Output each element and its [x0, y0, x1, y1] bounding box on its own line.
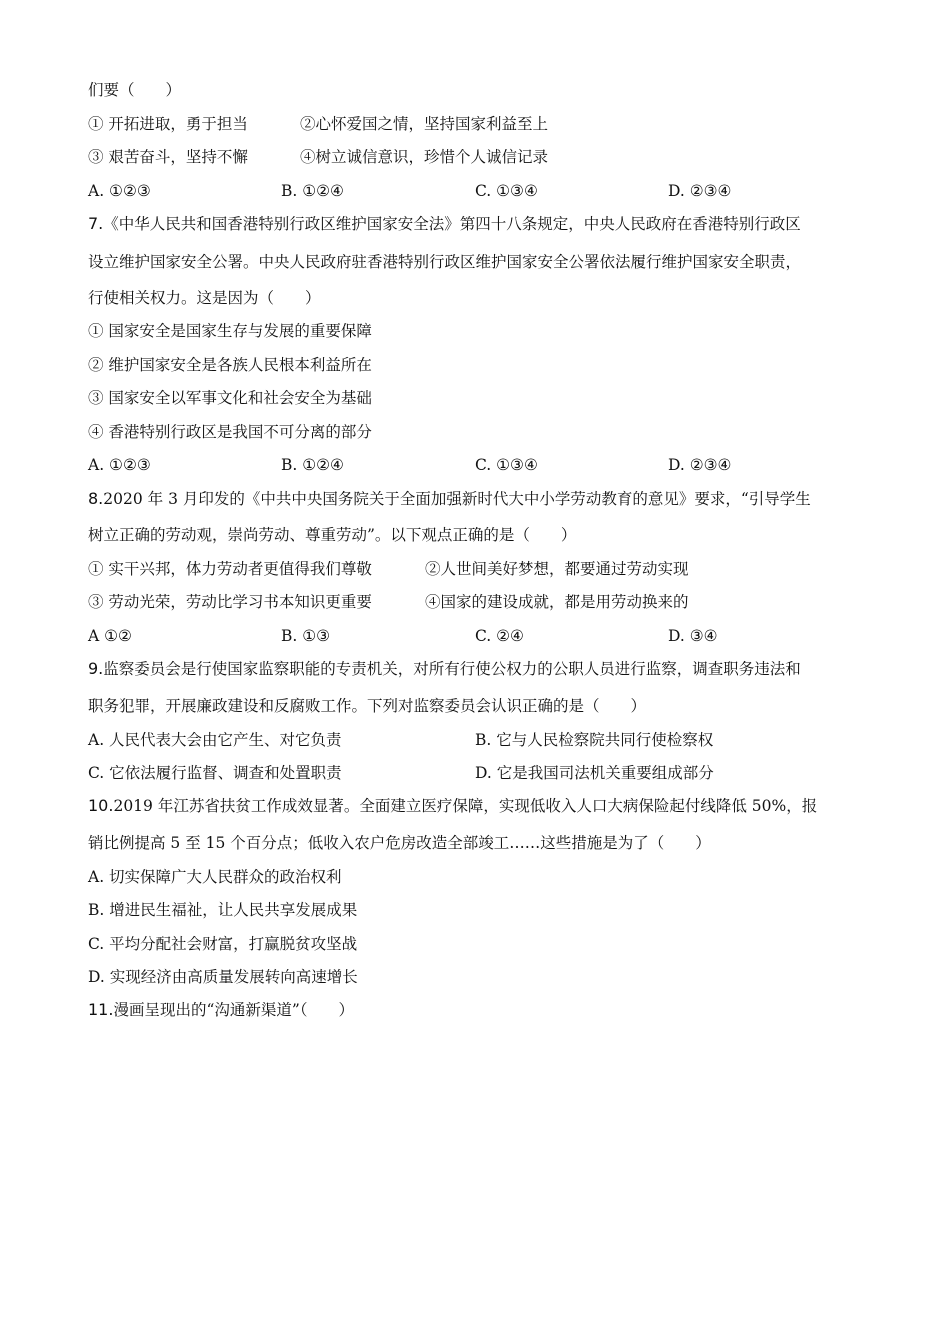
q6-statement-3: ③ 艰苦奋斗，坚持不懈: [88, 148, 248, 166]
q9-option-d: D. 它是我国司法机关重要组成部分: [475, 764, 714, 782]
q9-option-a: A. 人民代表大会由它产生、对它负责: [88, 731, 342, 749]
q8-option-a: A ①②: [88, 627, 132, 645]
q10-option-c: C. 平均分配社会财富，打赢脱贫攻坚战: [88, 935, 358, 953]
q9-option-c: C. 它依法履行监督、调查和处置职责: [88, 764, 342, 782]
q10-number: 10.: [88, 796, 114, 815]
q8-option-b: B. ①③: [281, 627, 331, 645]
q9-stem-line-1: [88, 659, 801, 679]
q7-option-b: B. ①②④: [281, 456, 344, 474]
q10-text-1: 2019 年江苏省扶贫工作成效显著。全面建立医疗保障，实现低收入人口大病保险起付线降低 50%，报: [113, 797, 818, 815]
q8-option-c: C. ②④: [475, 627, 524, 645]
q6-option-d: D. ②③④: [668, 182, 732, 200]
q7-stem-line-3: 行使相关权力。这是因为（ ）: [88, 289, 321, 307]
q7-number: 7.: [88, 214, 104, 233]
q7-text-1: 《中华人民共和国香港特别行政区维护国家安全法》第四十八条规定，中央人民政府在香港特别行政区: [103, 215, 801, 233]
q8-option-d: D. ③④: [668, 627, 718, 645]
q10-stem-line-2: 销比例提高 5 至 15 个百分点；低收入农户危房改造全部竣工……这些措施是为了（ ）: [88, 834, 711, 852]
q10-option-b: B. 增进民生福祉，让人民共享发展成果: [88, 901, 358, 919]
q7-statement-4: ④ 香港特别行政区是我国不可分离的部分: [88, 423, 372, 441]
q6-stem-tail: 们要（ ）: [88, 81, 182, 99]
q6-statement-4: ④树立诚信意识，珍惜个人诚信记录: [300, 148, 549, 166]
q8-stem-line-2: 树立正确的劳动观，崇尚劳动、尊重劳动”。以下观点正确的是（ ）: [88, 526, 577, 544]
q8-statement-2: ②人世间美好梦想，都要通过劳动实现: [425, 560, 689, 578]
q11-text-1: 漫画呈现出的“沟通新渠道”（ ）: [113, 1001, 355, 1019]
q7-statement-3: ③ 国家安全以军事文化和社会安全为基础: [88, 389, 372, 407]
q8-statement-1: ① 实干兴邦，体力劳动者更值得我们尊敬: [88, 560, 372, 578]
q6-statement-2: ②心怀爱国之情，坚持国家利益至上: [300, 115, 549, 133]
q10-stem-line-1: [88, 796, 817, 816]
q9-number: 9.: [88, 659, 104, 678]
q11-stem-line-1: [88, 1000, 354, 1020]
q8-statement-4: ④国家的建设成就，都是用劳动换来的: [425, 593, 689, 611]
q8-statement-3: ③ 劳动光荣，劳动比学习书本知识更重要: [88, 593, 372, 611]
q8-stem-line-1: [88, 489, 811, 509]
q7-option-a: A. ①②③: [88, 456, 151, 474]
q11-number: 11.: [88, 1000, 114, 1019]
q6-option-b: B. ①②④: [281, 182, 344, 200]
q9-stem-line-2: 职务犯罪，开展廉政建设和反腐败工作。下列对监察委员会认识正确的是（ ）: [88, 697, 647, 715]
q7-statement-2: ② 维护国家安全是各族人民根本利益所在: [88, 356, 372, 374]
q7-option-d: D. ②③④: [668, 456, 732, 474]
q6-statement-1: ① 开拓进取，勇于担当: [88, 115, 248, 133]
q9-text-1: 监察委员会是行使国家监察职能的专责机关，对所有行使公权力的公职人员进行监察，调查职务违法和: [103, 660, 801, 678]
q10-option-a: A. 切实保障广大人民群众的政治权利: [88, 868, 342, 886]
q6-option-c: C. ①③④: [475, 182, 538, 200]
q7-stem-line-2: 设立维护国家安全公署。中央人民政府驻香港特别行政区维护国家安全公署依法履行维护国家安全职责，: [88, 253, 802, 271]
q7-stem-line-1: [88, 214, 801, 234]
q10-option-d: D. 实现经济由高质量发展转向高速增长: [88, 968, 358, 986]
q7-option-c: C. ①③④: [475, 456, 538, 474]
q8-number: 8.: [88, 489, 104, 508]
q9-option-b: B. 它与人民检察院共同行使检察权: [475, 731, 714, 749]
q8-text-1: 2020 年 3 月印发的《中共中央国务院关于全面加强新时代大中小学劳动教育的意见》要求，“引导学生: [103, 490, 811, 508]
q7-statement-1: ① 国家安全是国家生存与发展的重要保障: [88, 322, 372, 340]
q6-option-a: A. ①②③: [88, 182, 151, 200]
